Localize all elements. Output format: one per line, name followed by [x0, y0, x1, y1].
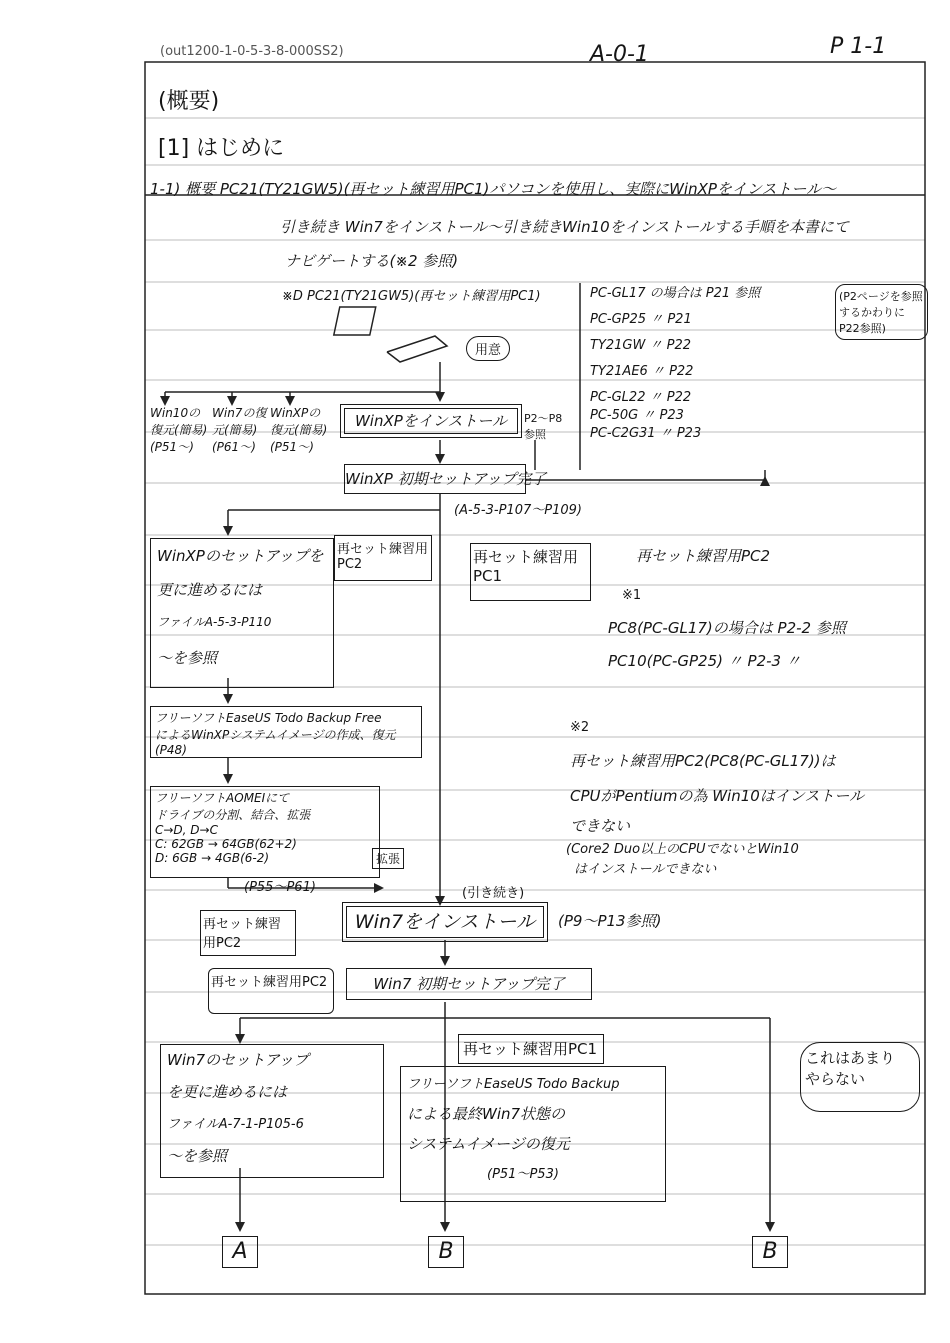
pc2-label-a: 再セット練習用PC2 — [334, 535, 432, 581]
endpoint-a: A — [222, 1236, 258, 1268]
aomei-box — [150, 786, 380, 878]
win7-more-line: を更に進めるには — [167, 1083, 288, 1101]
win7-install-box: Win7をインストール — [346, 906, 544, 938]
pc1-label-b: 再セット練習用PC1 — [458, 1034, 604, 1064]
win7-more-line: Win7のセットアップ — [167, 1051, 309, 1069]
pc-model-item: PC-50G 〃 P23 — [590, 408, 684, 423]
note-2-marker: ※2 — [570, 720, 590, 735]
endpoint-b: B — [752, 1236, 788, 1268]
win7-install-pages: (P9～P13参照) — [558, 912, 662, 930]
rarely-done-line: やらない — [805, 1070, 866, 1088]
pc-model-item: PC-GL17 の場合は P21 参照 — [590, 286, 761, 301]
easeus-final-line: フリーソフトEaseUS Todo Backup — [407, 1077, 620, 1092]
side-note: (P2ページを参照するかわりにP22参照) — [835, 284, 928, 340]
pc-model-item: PC-GL22 〃 P22 — [590, 390, 692, 405]
note-pc8: PC8(PC-GL17)の場合は P2-2 参照 — [608, 619, 846, 637]
winxp-more-line: ファイルA-5-3-P110 — [157, 615, 272, 629]
note-1-marker: ※1 — [622, 588, 642, 603]
section-heading: [1] はじめに — [158, 136, 285, 161]
winxp-setup-done-box: WinXP 初期セットアップ完了 — [344, 464, 526, 494]
win7-more-line: ～を参照 — [167, 1147, 228, 1165]
pc2-label-b: 再セット練習用PC2 — [636, 547, 771, 565]
winxp-more-line: WinXPのセットアップを — [157, 547, 324, 565]
pc2-label-c: 再セット練習用PC2 — [200, 910, 296, 956]
pc-model-list — [590, 282, 760, 440]
aomei-line: ドライブの分割、結合、拡張 — [155, 808, 311, 822]
prepare-badge: 用意 — [466, 336, 510, 361]
page-number: P 1-1 — [830, 34, 887, 59]
note-win10-1: 再セット練習用PC2(PC8(PC-GL17))は — [570, 752, 836, 770]
win7-setup-done-box: Win7 初期セットアップ完了 — [346, 968, 592, 1000]
easeus-winxp-box — [150, 706, 422, 758]
aomei-pages: (P55～P61) — [244, 880, 316, 895]
page-title: (概要) — [158, 89, 220, 114]
winxp-install-pages: P2～P8参照 — [524, 412, 563, 441]
winxp-install-box: WinXPをインストール — [344, 408, 518, 434]
rarely-done-line: これはあまり — [805, 1049, 896, 1067]
aomei-line: C→D, D→C — [155, 823, 218, 837]
pc-model-item: PC-C2G31 〃 P23 — [590, 426, 702, 441]
pc-note-prefix: ※D PC21(TY21GW5)(再セット練習用PC1) — [282, 289, 541, 304]
aomei-extend-label: 拡張 — [372, 848, 404, 869]
pc2-label-d: 再セット練習用PC2 — [208, 968, 334, 1014]
aomei-line: D: 6GB → 4GB(6-2) — [155, 851, 270, 865]
easeus-final-line: (P51～P53) — [487, 1167, 559, 1182]
pc1-label-a: 再セット練習用PC1 — [470, 543, 591, 601]
intro-line-1: 1-1) 概要 PC21(TY21GW5)(再セット練習用PC1)パソコンを使用し、実際にWinXPをインストール～ — [150, 180, 837, 198]
winxp-done-reference: (A-5-3-P107～P109) — [454, 503, 582, 518]
easeus-winxp-line: (P48) — [155, 743, 187, 757]
note-win10-5: はインストールできない — [574, 862, 717, 877]
winxp-more-line: 更に進めるには — [157, 581, 263, 599]
restore-win7: Win7の復元(簡易)(P61～) — [212, 406, 267, 454]
easeus-winxp-line: フリーソフトEaseUS Todo Backup Free — [155, 711, 382, 725]
restore-win10: Win10の復元(簡易)(P51～) — [150, 406, 208, 454]
pc-model-item: PC-GP25 〃 P21 — [590, 312, 692, 327]
easeus-final-line: による最終Win7状態の — [407, 1105, 566, 1123]
easeus-final-box — [400, 1066, 666, 1202]
file-code: (out1200-1-0-5-3-8-000SS2) — [160, 44, 344, 59]
restore-winxp: WinXPの復元(簡易)(P51～) — [270, 406, 328, 454]
rarely-done-note — [800, 1042, 920, 1112]
aomei-line: フリーソフトAOMEIにて — [155, 791, 290, 805]
easeus-final-line: システムイメージの復元 — [407, 1135, 570, 1153]
note-win10-2: CPUがPentiumの為 Win10はインストール — [570, 787, 865, 805]
endpoint-b: B — [428, 1236, 464, 1268]
pc-model-item: TY21GW 〃 P22 — [590, 338, 691, 353]
winxp-more-line: ～を参照 — [157, 649, 218, 667]
note-win10-4: (Core2 Duo以上のCPUでないとWin10 — [566, 842, 799, 857]
easeus-winxp-line: によるWinXPシステムイメージの作成、復元 — [155, 728, 396, 742]
note-win10-3: できない — [570, 817, 631, 835]
win7-more-line: ファイルA-7-1-P105-6 — [167, 1117, 304, 1132]
winxp-more-setup-box — [150, 538, 334, 688]
pc-model-item: TY21AE6 〃 P22 — [590, 364, 694, 379]
intro-line-2: 引き続き Win7をインストール～引き続きWin10をインストールする手順を本書にて — [280, 218, 849, 236]
intro-line-3: ナビゲートする(※2 参照) — [285, 252, 459, 270]
aomei-line: C: 62GB → 64GB(62+2) — [155, 837, 297, 851]
note-pc10: PC10(PC-GP25) 〃 P2-3 〃 — [608, 652, 801, 670]
win7-more-setup-box — [160, 1044, 384, 1178]
document-id: A-0-1 — [590, 42, 649, 67]
continue-label: (引き続き) — [462, 886, 525, 901]
